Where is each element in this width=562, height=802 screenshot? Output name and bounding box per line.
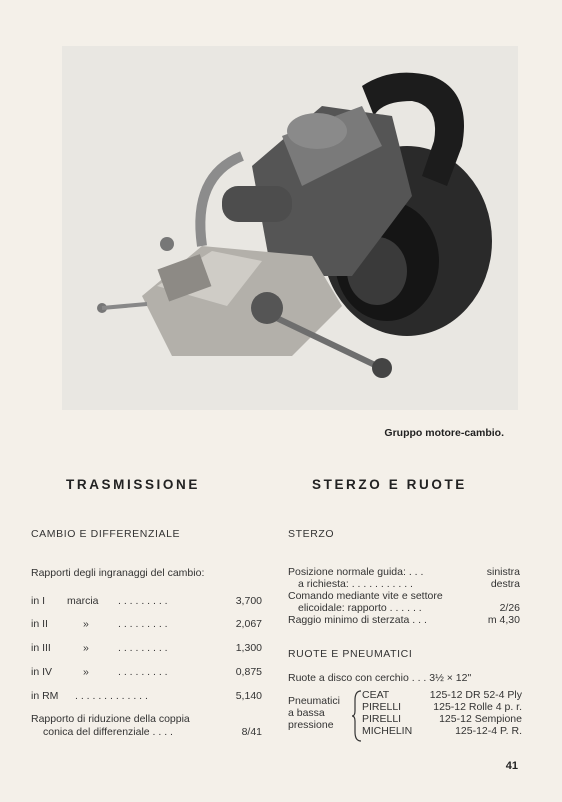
transmission-heading: TRASMISSIONE xyxy=(66,477,200,492)
gear-dots: . . . . . . . . . xyxy=(118,595,168,607)
gear-mid: » xyxy=(83,642,89,654)
steering-subheading: STERZO xyxy=(288,528,335,540)
steering-line-value: destra xyxy=(490,578,520,590)
gearbox-subheading: CAMBIO E DIFFERENZIALE xyxy=(31,528,181,540)
gear-ratios-intro: Rapporti degli ingranaggi del cambio: xyxy=(31,567,205,579)
steering-line-text: Comando mediante vite e settore xyxy=(288,590,443,602)
steering-wheels-heading: STERZO E RUOTE xyxy=(312,477,467,492)
steering-line-value: sinistra xyxy=(486,566,520,578)
gear-label: in RM xyxy=(31,690,59,702)
gear-dots: . . . . . . . . . xyxy=(118,666,168,678)
gear-mid: » xyxy=(83,666,89,678)
engine-illustration xyxy=(62,46,518,410)
steering-line-value: m 4,30 xyxy=(487,614,520,626)
tyre-label: pressione xyxy=(288,719,334,731)
gear-value: 0,875 xyxy=(235,666,262,678)
tyre-spec: 125-12-4 P. R. xyxy=(455,725,522,737)
tyre-brand: PIRELLI xyxy=(362,701,402,713)
tyre-brand: MICHELIN xyxy=(362,725,413,737)
gear-label: in IV xyxy=(31,666,53,678)
steering-line-text: Raggio minimo di sterzata . . . xyxy=(288,614,427,626)
photo-caption: Gruppo motore-cambio. xyxy=(384,427,504,439)
gear-value: 2,067 xyxy=(235,618,262,630)
steering-line-value: 2/26 xyxy=(499,602,520,614)
tyre-spec: 125-12 Sempione xyxy=(439,713,522,725)
gear-label: in II xyxy=(31,618,48,630)
reduction-ratio-value: 8/41 xyxy=(241,726,262,738)
tyre-label: Pneumatici xyxy=(288,695,340,707)
gear-value: 3,700 xyxy=(235,595,262,607)
gear-dots: . . . . . . . . . xyxy=(118,618,168,630)
tyre-brand: PIRELLI xyxy=(362,713,402,725)
gear-value: 1,300 xyxy=(235,642,262,654)
reduction-ratio-line1: Rapporto di riduzione della coppia xyxy=(31,713,190,725)
tyre-spec: 125-12 Rolle 4 p. r. xyxy=(433,701,522,713)
engine-photo xyxy=(62,46,518,410)
wheel-rim-line: Ruote a disco con cerchio . . . 3½ × 12" xyxy=(288,672,472,684)
tyre-brand: CEAT xyxy=(362,689,390,701)
steering-line-text: Posizione normale guida: . . . xyxy=(288,566,424,578)
gear-label: in III xyxy=(31,642,51,654)
tyre-spec: 125-12 DR 52-4 Ply xyxy=(429,689,522,701)
steering-line-text: elicoidale: rapporto . . . . . . xyxy=(298,602,422,614)
page-number: 41 xyxy=(505,760,518,772)
reduction-ratio-line2: conica del differenziale . . . . xyxy=(43,726,173,738)
gear-mid: » xyxy=(83,618,89,630)
gear-dots: . . . . . . . . . . . . . xyxy=(75,690,148,702)
tyre-label: a bassa xyxy=(288,707,325,719)
wheels-tyres-subheading: RUOTE E PNEUMATICI xyxy=(288,648,413,660)
steering-line-text: a richiesta: . . . . . . . . . . . xyxy=(298,578,413,590)
gear-mid: marcia xyxy=(67,595,99,607)
gear-dots: . . . . . . . . . xyxy=(118,642,168,654)
gear-value: 5,140 xyxy=(235,690,262,702)
gear-label: in I xyxy=(31,595,46,607)
